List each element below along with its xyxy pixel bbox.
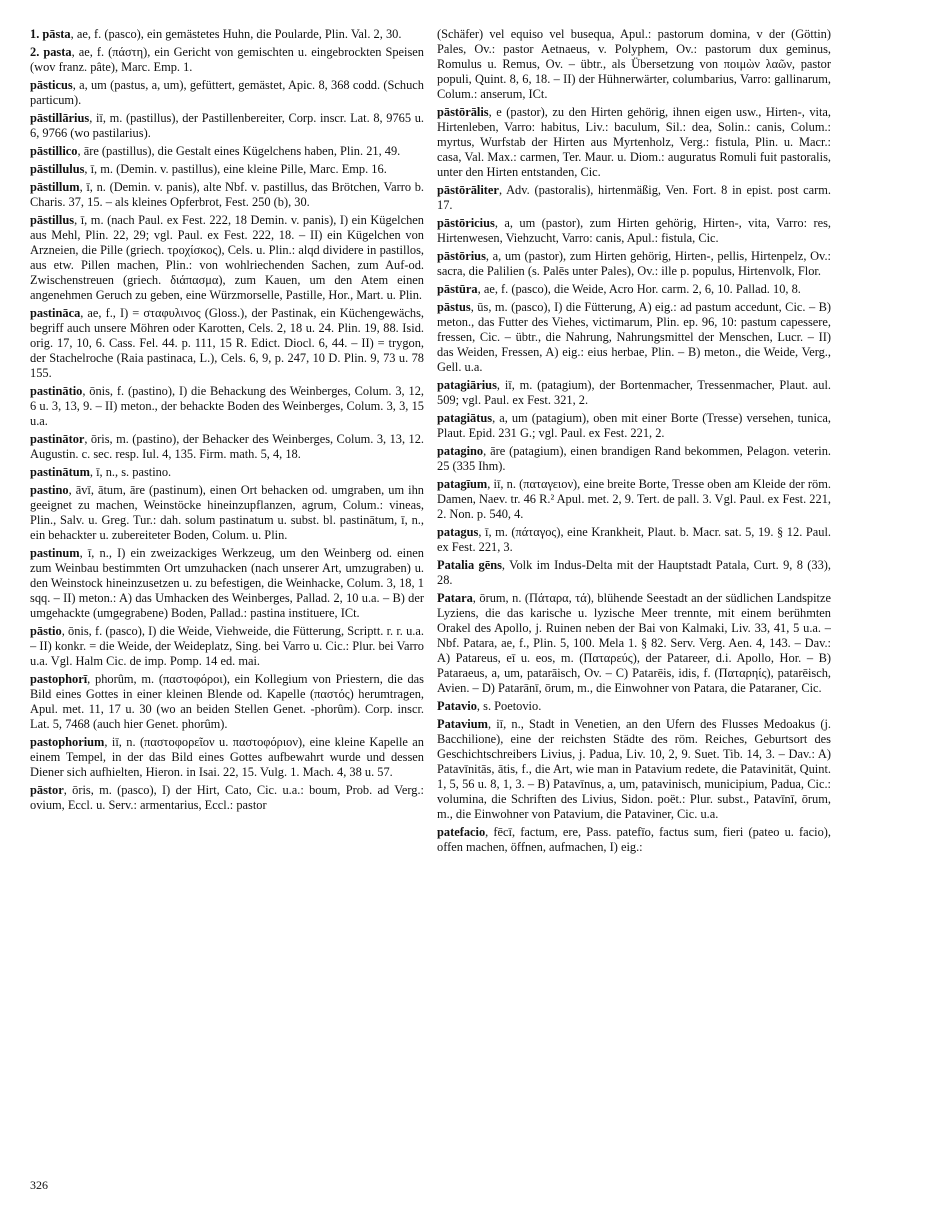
dictionary-entry: [30, 432, 424, 462]
dictionary-entry: [437, 216, 831, 246]
entry-body: , Volk im Indus-Delta mit der Hauptstadt Patala, Curt. 9, 8 (33), 28.: [437, 558, 831, 587]
entry-headword: pāstus: [437, 300, 471, 314]
entry-body: , ōrum, n. (Πάταρα, τά), blühende Seestadt an der südlichen Landspitze Lyziens, die das karische u. lyzische Meer trennte, mit einem berühmten Orakel des Apollo, j. Ruinen neben der Bai von Kalmaki, Liv. 33, 41, 5 u.a. – Nbf. Patara, ae, f., Plin. 5, 100. Mela 1. § 82. Serv. Verg. Aen. 4, 143. – Dav.: A) Patareus, eī u. eos, m. (Παταρεύς), der Patareer, d.i. Apollo, Hor. – B) Pataraeus, a, um, patarāisch, Ov. – C) Patarēis, idis, f. (Παταρηίς), patarēisch, Avien. – D) Patarānī, ōrum, m., die Einwohner von Patara, die Pataraner, Cic.: [437, 591, 831, 695]
dictionary-entry: [437, 378, 831, 408]
entry-headword: pāstillum: [30, 180, 80, 194]
entry-headword: pāstillārius: [30, 111, 90, 125]
entry-headword: pastinātum: [30, 465, 90, 479]
dictionary-entry: [30, 783, 424, 813]
entry-body: , s. Poetovio.: [476, 699, 542, 713]
entry-headword: Patara: [437, 591, 473, 605]
dictionary-entry: [30, 306, 424, 381]
right-column: [437, 27, 831, 1177]
entry-body: , a, um (pastor), zum Hirten gehörig, Hirten-, pellis, Hirtenpelz, Ov.: sacra, die Palilien (s. Palēs unter Pales), Ov.: ille p. populus, Hirtenvolk, Flor.: [437, 249, 831, 278]
dictionary-entry: [437, 477, 831, 522]
dictionary-entry: [30, 144, 424, 159]
dictionary-entry: [30, 384, 424, 429]
entry-body: , āre (patagium), einen brandigen Rand bekommen, Pelagon. veterin. 25 (335 Ihm).: [437, 444, 831, 473]
entry-headword: patagiātus: [437, 411, 493, 425]
entry-body: , ī, m. (Demin. v. pastillus), eine kleine Pille, Marc. Emp. 16.: [84, 162, 387, 176]
entry-body: , e (pastor), zu den Hirten gehörig, ihnen eigen usw., Hirten-, vita, Hirtenleben, Varro: habitus, Liv.: baculum, Sil.: dea, Solin.: canis, Colum.: myrtus, Wurfstab der Hirten aus Myrtenholz, Verg.: fistula, Plin. u. Macr.: casa, Val. Max.: carmen, Ter. Maur. u. Diom.: auguratus Romuli fuit pastoralis, unter den Hirten entstanden, Cic.: [437, 105, 831, 179]
entry-body: , iī, n. (παστοφορεῖον u. παστοφόριον), eine kleine Kapelle an einem Tempel, in der das Bild eines Gottes aufbewahrt wurde und dessen Diener sich aufhielten, Hieron. in Isai. 22, 15. Vulg. 1. Mach. 4, 38 u. 57.: [30, 735, 424, 779]
entry-body: , ae, f. (pasco), die Weide, Acro Hor. carm. 2, 6, 10. Pallad. 10, 8.: [477, 282, 801, 296]
entry-headword: pāstor: [30, 783, 64, 797]
entry-body: , ūs, m. (pasco), I) die Fütterung, A) eig.: ad pastum accedunt, Cic. – B) meton., das Futter des Viehes, victimarum, Plin. ep. 96, 10: pastum capessere, fressen, Cic. – übtr., die Nahrung, Nahrungsmittel der Menschen, Lucr. – II) das Weiden, Fressen, A) eig.: eius herbae, Plin. – B) meton., die Weide, Verg., Gell. u.a.: [437, 300, 831, 374]
entry-body: , ī, n., s. pastino.: [89, 465, 172, 479]
entry-headword: 1. pāsta: [30, 27, 71, 41]
entry-headword: pāstillus: [30, 213, 75, 227]
entry-body: , iī, m. (pastillus), der Pastillenbereiter, Corp. inscr. Lat. 8, 9765 u. 6, 9766 (wo pastilarius).: [30, 111, 424, 140]
dictionary-entry: [437, 183, 831, 213]
entry-body: , ōris, m. (pasco), I) der Hirt, Cato, Cic. u.a.: boum, Prob. ad Verg.: ovium, Eccl. u. Serv.: armentarius, Eccl.: pastor: [30, 783, 424, 812]
dictionary-entry: [30, 546, 424, 621]
entry-headword: Patavio: [437, 699, 477, 713]
entry-headword: pastophorium: [30, 735, 105, 749]
entry-headword: pāstūra: [437, 282, 478, 296]
entry-headword: pastināca: [30, 306, 81, 320]
dictionary-entry: [30, 78, 424, 108]
dictionary-entry: [437, 699, 831, 714]
entry-headword: pāstillulus: [30, 162, 85, 176]
dictionary-entry: [30, 111, 424, 141]
entry-headword: patagīum: [437, 477, 488, 491]
entry-headword: pāstōricius: [437, 216, 495, 230]
dictionary-entry: [437, 591, 831, 696]
entry-headword: pāstōrāliter: [437, 183, 499, 197]
entry-headword: pāstio: [30, 624, 62, 638]
entry-headword: patagus: [437, 525, 479, 539]
entry-body: , ōris, m. (pastino), der Behacker des Weinberges, Colum. 3, 13, 12. Augustin. c. sec. resp. Iul. 4, 135. Firm. math. 5, 4, 18.: [30, 432, 424, 461]
dictionary-entry: [437, 825, 831, 855]
dictionary-entry: [437, 717, 831, 822]
entry-body: , ī, n. (Demin. v. panis), alte Nbf. v. pastillus, das Brötchen, Varro b. Charis. 37, 15. – als kleines Opferbrot, Fest. 250 (b), 30.: [30, 180, 424, 209]
entry-headword: pāstōrālis: [437, 105, 489, 119]
dictionary-entry: [30, 624, 424, 669]
entry-body: , ī, n., I) ein zweizackiges Werkzeug, um den Weinberg od. einen zum Weinbau bestimmten Ort umzuhacken (nach unserer Art, umzugraben) u. den Weinstock hineinzusetzen u. zu befestigen, die Weinhacke, Colum. 3, 18, 1 sqq. – II) meton.: A) das Umhacken des Weinberges, Pallad. 2, 10 u.a. – B) der umgehackte (umgegrabene) Boden, Pallad.: pastina instituere, ICt.: [30, 546, 424, 620]
dictionary-entry: [437, 444, 831, 474]
dictionary-entry: [437, 558, 831, 588]
dictionary-entry: [437, 249, 831, 279]
entry-body: , āre (pastillus), die Gestalt eines Kügelchens haben, Plin. 21, 49.: [77, 144, 401, 158]
entry-body: , ae, f., I) = σταφυλινος (Gloss.), der Pastinak, ein Küchengewächs, begriff auch unsere Möhren oder Karotten, Cels. 2, 18 u. 24. Plin. 19, 88. Isid. orig. 17, 10, 6. Cass. Fel. 44. p. 111, 15 R. Edict. Diocl. 6, 44. – II) = trygon, der Stachelroche (Raia pastinaca, L.), Cels. 6, 9, p. 247, 10 D. Plin. 9, 73 u. 78 155.: [30, 306, 424, 380]
entry-headword: pastinātio: [30, 384, 83, 398]
entry-headword: 2. pasta: [30, 45, 72, 59]
entry-body: , ī, m. (nach Paul. ex Fest. 222, 18 Demin. v. panis), I) ein Kügelchen aus Mehl, Plin. 22, 29; vgl. Paul. ex Fest. 222, 18. – II) ein Kügelchen von Arzneien, die Pille (griech. τροχίσκος), Cels. u. Plin.: alqd dividere in pastillos, aus etw. Pillen machen, Plin.: von wohlriechenden Sachen, zum Auf-od. Zwischenstreuen (griech. διάπασμα), zum Kauen, um den Atem einen angenehmen Geruch zu geben, eine Würzmorselle, Pastille, Hor., Mart. u. Plin.: [30, 213, 424, 302]
entry-headword: pastinātor: [30, 432, 85, 446]
dictionary-entry: [30, 465, 424, 480]
entry-headword: Patalia gēns: [437, 558, 502, 572]
entry-body: , iī, n., Stadt in Venetien, an den Ufern des Flusses Medoakus (j. Bacchilione), eine der reichsten Städte des röm. Reiches, Geburtsort des Geschichtschreibers Livius, j. Padua, Liv. 10, 2, 9. Suet. Tib. 14, 3. – Dav.: A) Patavīnitās, ātis, f., die Art, wie man in Patavium redete, die Patavinität, Quint. 1, 5, 56 u. 8, 1, 3. – B) Patavīnus, a, um, patavinisch, municipium, Padua, Cic.: volumina, die Schriften des Livius, Sidon. poët.: Plur. subst., Patavīnī, ōrum, m., die Einwohner von Patavium, die Pataviner, Cic. u.a.: [437, 717, 831, 821]
entry-headword: patagino: [437, 444, 484, 458]
entry-body: , ae, f. (πάστη), ein Gericht von gemischten u. eingebrockten Speisen (wov franz. pâte), Marc. Emp. 1.: [30, 45, 424, 74]
entry-body: , fēcī, factum, ere, Pass. patefīo, factus sum, fieri (pateo u. facio), offen machen, öffnen, aufmachen, I) eig.:: [437, 825, 831, 854]
entry-headword: Patavium: [437, 717, 488, 731]
entry-headword: patefacio: [437, 825, 486, 839]
entry-body: , phorûm, m. (παστοφόροι), ein Kollegium von Priestern, die das Bild eines Gottes in einer kleinen Blende od. Kapelle (παστός) herumtragen, Apul. met. 11, 17 u. 30 (wo an beiden Stellen Genet. -phorûm). Corp. inscr. Lat. 5, 7468 (auch hier Genet. phorûm).: [30, 672, 424, 731]
dictionary-entry: [30, 180, 424, 210]
entry-headword: pastinum: [30, 546, 80, 560]
dictionary-entry: [30, 45, 424, 75]
dictionary-entry: [30, 672, 424, 732]
left-column: [30, 27, 424, 1177]
dictionary-entry: [437, 411, 831, 441]
dictionary-entry: [30, 162, 424, 177]
entry-headword: pāstōrius: [437, 249, 486, 263]
entry-body: , iī, n. (παταγειον), eine breite Borte, Tresse oben am Kleide der röm. Damen, Naev. tr. 46 R.² Apul. met. 2, 9. Tert. de pall. 3. Vgl. Paul. ex Fest. 221, 2. Non. p. 540, 4.: [437, 477, 831, 521]
dictionary-entry: [437, 282, 831, 297]
entry-body: , a, um (patagium), oben mit einer Borte (Tresse) versehen, tunica, Plaut. Epid. 231 G.; vgl. Paul. ex Fest. 221, 2.: [437, 411, 831, 440]
entry-headword: pāsticus: [30, 78, 73, 92]
entry-body: , a, um (pastor), zum Hirten gehörig, Hirten-, vita, Varro: res, Hirtenwesen, Viehzucht, Varro: canis, Apul.: fistula, Cic.: [437, 216, 831, 245]
page-number: 326: [30, 1178, 48, 1192]
entry-body: , Adv. (pastoralis), hirtenmäßig, Ven. Fort. 8 in epist. post carm. 17.: [437, 183, 831, 212]
entry-body: , ōnis, f. (pasco), I) die Weide, Viehweide, die Fütterung, Scriptt. r. r. u.a. – II) konkr. = die Weide, der Weideplatz, Sing. bei Varro u. Cic.: Plur. bei Varro u.a. Vgl. Halm Cic. de imp. Pomp. 14 ed. mai.: [30, 624, 424, 668]
entry-body: , a, um (pastus, a, um), gefüttert, gemästet, Apic. 8, 368 codd. (Schuch particum).: [30, 78, 424, 107]
entry-body: , ī, m. (πάταγος), eine Krankheit, Plaut. b. Macr. sat. 5, 19. § 12. Paul. ex Fest. 221, 3.: [437, 525, 831, 554]
entry-headword: pastophorī: [30, 672, 88, 686]
dictionary-entry: [437, 27, 831, 102]
entry-body: (Schäfer) vel equiso vel busequa, Apul.: pastorum domina, v der (Göttin) Pales, Ov.: pastor Aetnaeus, v. Polyphem, Ov.: pastorum dux geminus, Romulus u. Remus, Ov. – übtr., als Übersetzung von ποιμὼν λαῶν, pastor populi, Quint. 8, 6, 18. – II) der Hühnerwärter, columbarius, Varro: gallinarum, Colum.: anserum, ICt.: [437, 27, 831, 101]
entry-headword: patagiārius: [437, 378, 497, 392]
dictionary-entry: [437, 105, 831, 180]
dictionary-entry: [30, 27, 424, 42]
dictionary-entry: [437, 525, 831, 555]
dictionary-entry: [30, 735, 424, 780]
entry-body: , āvī, ātum, āre (pastinum), einen Ort behacken od. umgraben, um ihn geeignet zu machen, Weinstöcke hineinzupflanzen, agrum, Colum.: vineas, Plin., Salv. u. Greg. Tur.: dah. solum pastinatum u. subst. bl. pastinātum, ī, n., ein behackter u. zubereiteter Boden, Colum. u. Plin.: [30, 483, 424, 542]
entry-body: , iī, m. (patagium), der Bortenmacher, Tressenmacher, Plaut. aul. 509; vgl. Paul. ex Fest. 321, 2.: [437, 378, 831, 407]
dictionary-entry: [30, 213, 424, 303]
entry-headword: pāstillico: [30, 144, 78, 158]
entry-headword: pastino: [30, 483, 69, 497]
entry-body: , ōnis, f. (pastino), I) die Behackung des Weinberges, Colum. 3, 12, 6 u. 3, 13, 9. – II) meton., der behackte Boden des Weinberges, Colum. 3, 3, 15 u.a.: [30, 384, 424, 428]
dictionary-entry: [30, 483, 424, 543]
dictionary-entry: [437, 300, 831, 375]
entry-body: , ae, f. (pasco), ein gemästetes Huhn, die Poularde, Plin. Val. 2, 30.: [70, 27, 402, 41]
